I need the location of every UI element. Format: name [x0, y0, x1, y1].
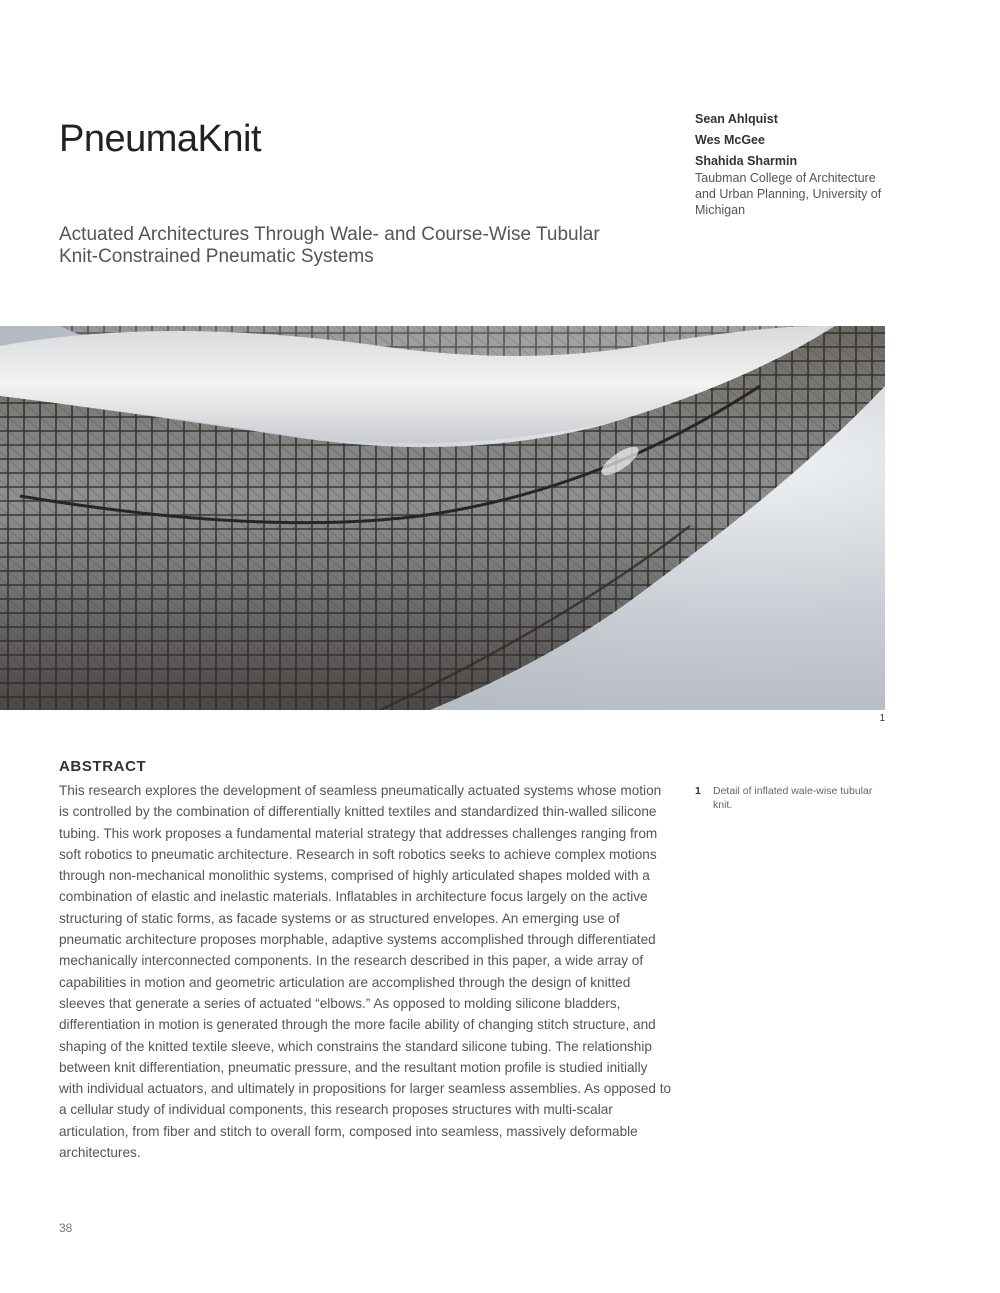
page-number: 38 — [59, 1221, 73, 1235]
paper-subtitle: Actuated Architectures Through Wale- and Course-Wise Tubular Knit-Constrained Pneumatic Systems — [59, 224, 600, 267]
figure-photo — [0, 326, 885, 710]
caption-text: Detail of inflated wale-wise tubular knit. — [713, 785, 873, 811]
abstract-text: This research explores the development of seamless pneumatically actuated systems whose motion is controlled by the combination of differentially knitted textiles and standardized thin-walled silicone tubing. This work proposes a fundamental material strategy that addresses challenges ranging from soft robotics to pneumatic architecture. Research in soft robotics seeks to achieve complex motions through non-mechanical monolithic systems, comprised of highly articulated shapes molded with a combination of elastic and inelastic materials. Inflatables in architecture focus largely on the active structuring of static forms, as facade systems or as structured envelopes. An emerging use of pneumatic architecture proposes morphable, adaptive systems accomplished through differentiated mechanically interconnected components. In the research described in this paper, a wide array of capabilities in motion and geometric articulation are accomplished through the design of knitted sleeves that generate a series of actuated “elbows.” As opposed to molding silicone bladders, differentiation in motion is generated through the more facile ability of changing stitch structure, and shaping of the knitted textile sleeve, which constrains the standard silicone tubing. The relationship between knit differentiation, pneumatic pressure, and the resultant motion profile is studied initially with individual actuators, and ultimately in propositions for larger seamless assemblies. As opposed to a cellular study of individual components, this research proposes structures with multi-scalar articulation, from fiber and stitch to overall form, composed into seamless, massively deformable architectures. — [59, 783, 672, 1161]
paper-title: PneumaKnit — [59, 118, 262, 160]
author-affiliation: Taubman College of Architecture and Urban Planning, University of Michigan — [695, 171, 882, 217]
author-name: Wes McGee — [695, 133, 765, 147]
author-block — [695, 111, 895, 218]
author-name: Sean Ahlquist — [695, 112, 778, 126]
author-name: Shahida Sharmin — [695, 154, 798, 168]
abstract-heading: ABSTRACT — [59, 758, 147, 775]
knit-tube-illustration — [0, 326, 885, 710]
figure-number: 1 — [879, 713, 885, 724]
caption-number: 1 — [695, 785, 701, 797]
figure-caption — [695, 784, 885, 812]
